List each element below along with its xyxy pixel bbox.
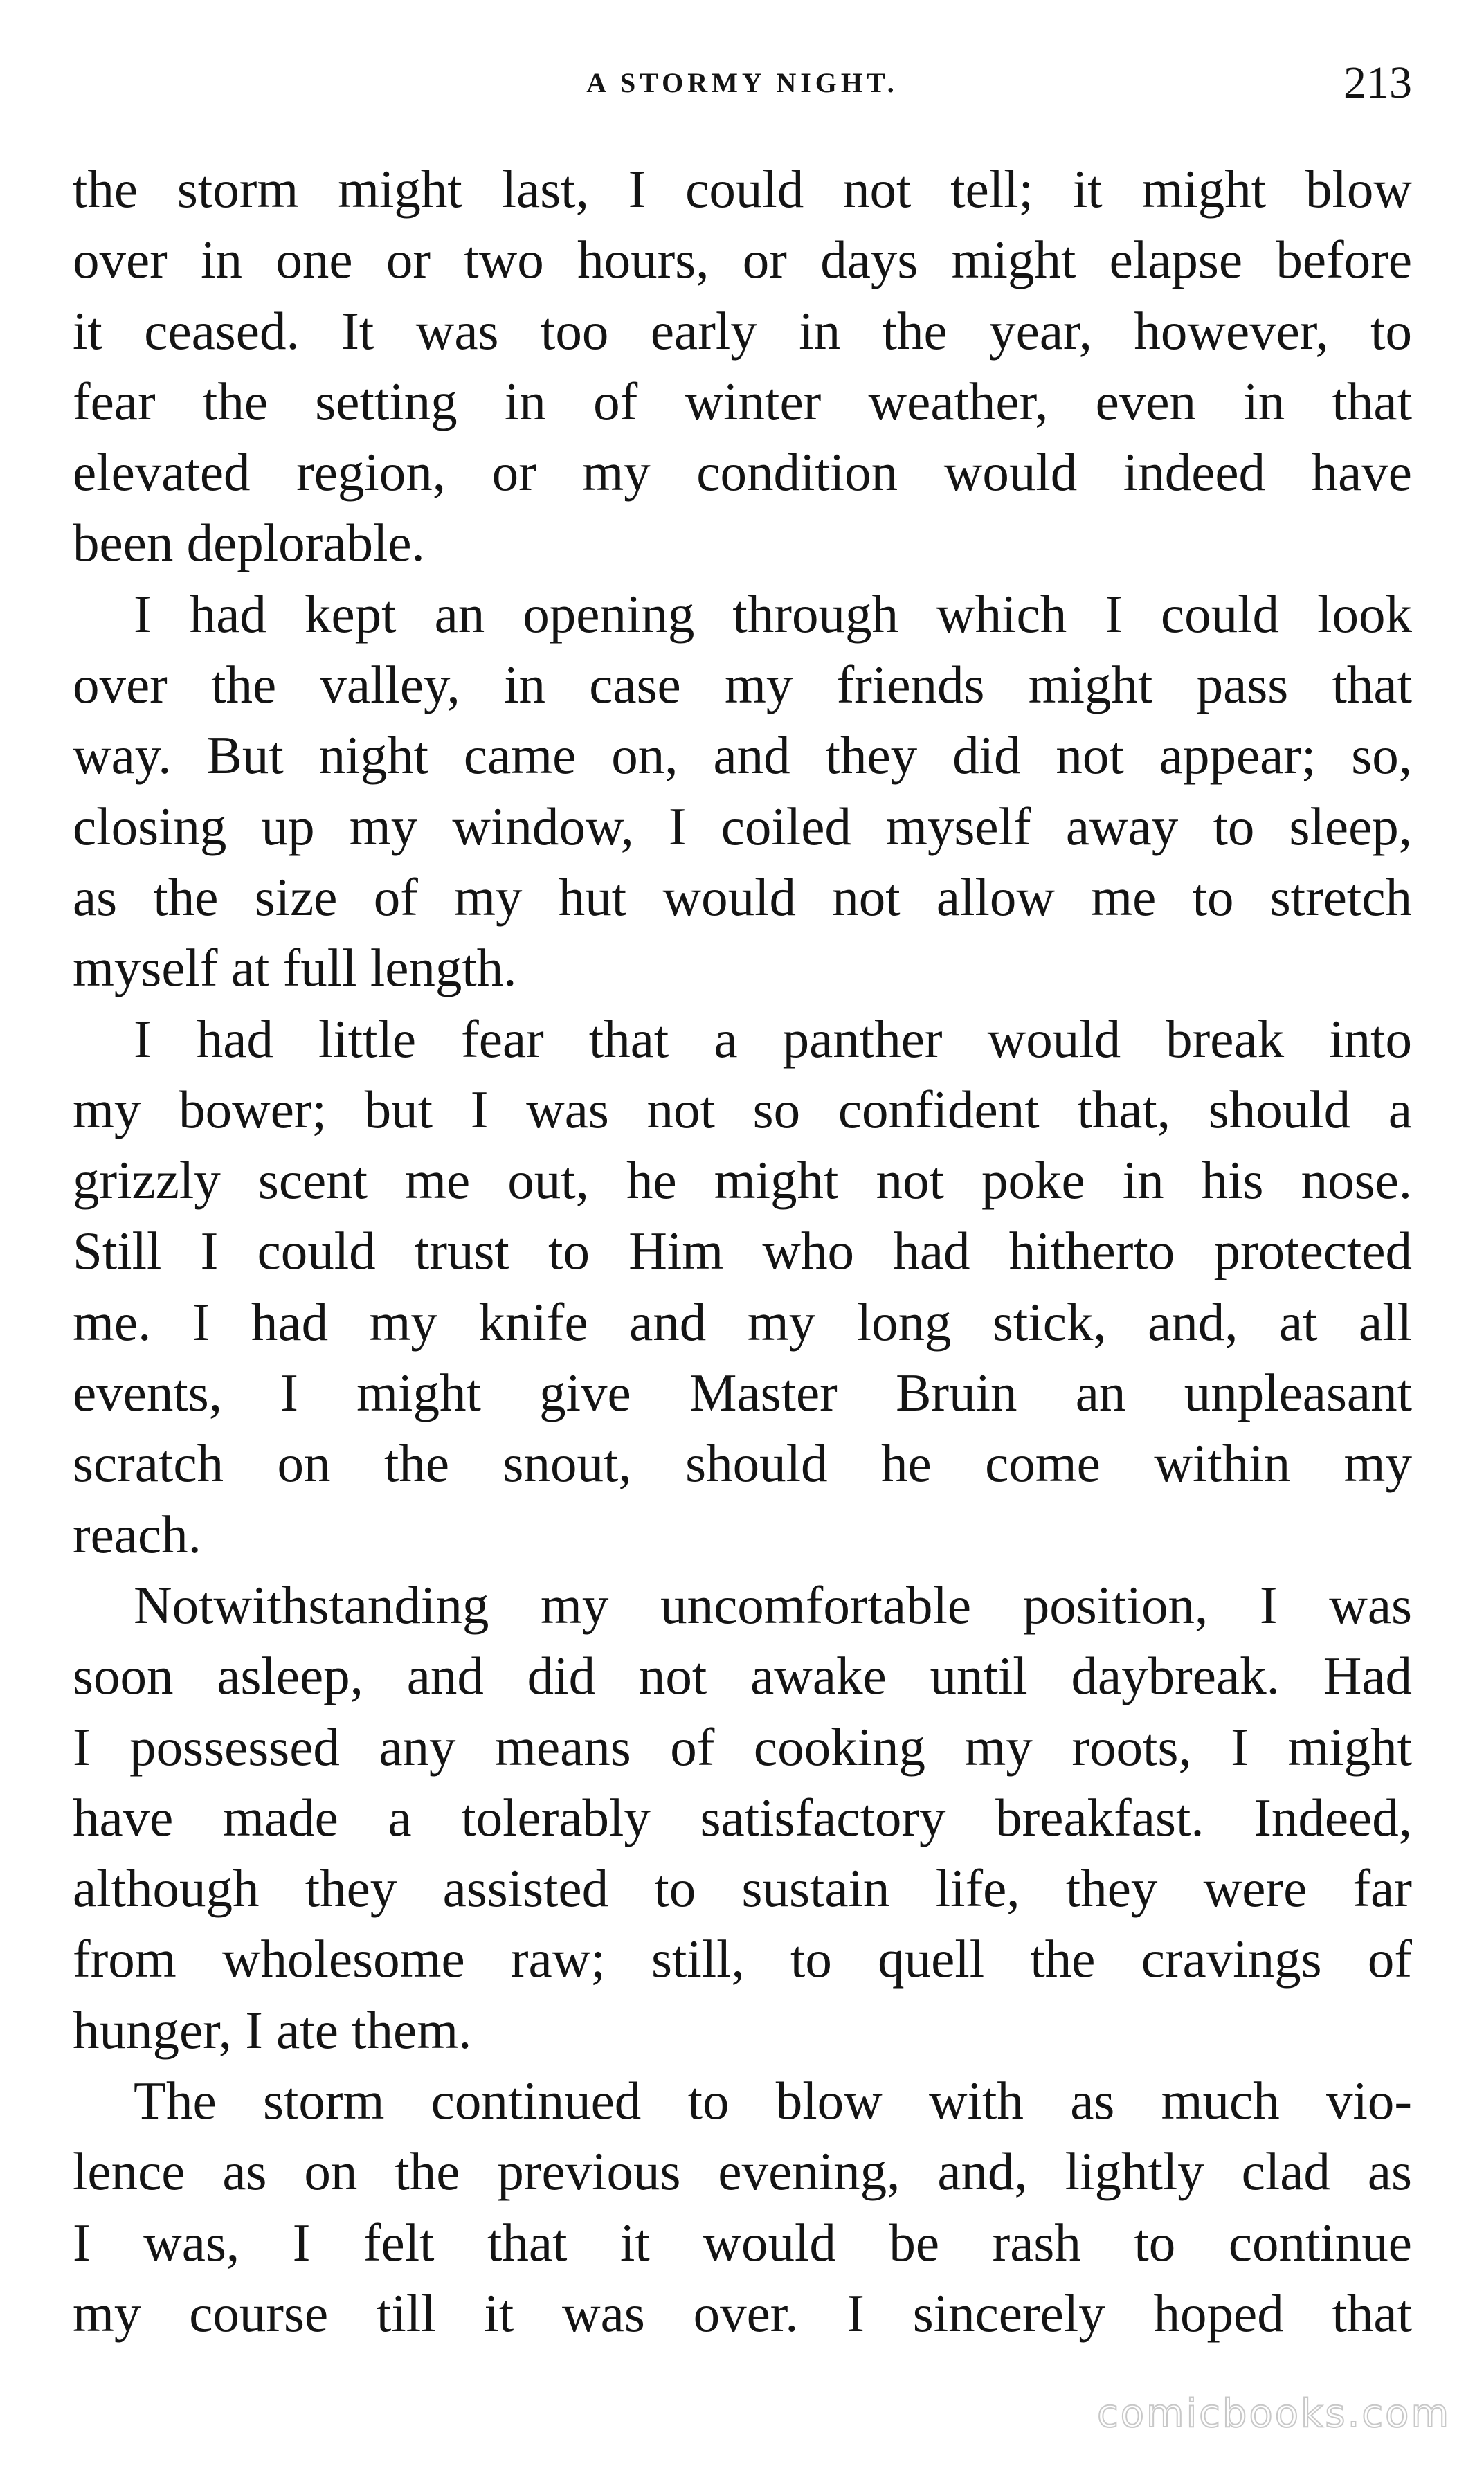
text-line: have made a tolerably satisfactory breakfast. Indeed, <box>73 1787 1412 1847</box>
text-line: Notwithstanding my uncomfortable position, I was <box>134 1575 1412 1635</box>
text-line: from wholesome raw; still, to quell the cravings of <box>73 1929 1412 1989</box>
text-line: it ceased. It was too early in the year, however, to <box>73 300 1412 361</box>
text-line: elevated region, or my condition would indeed have <box>73 442 1412 502</box>
page-number: 213 <box>1343 57 1412 108</box>
text-line: been deplorable. <box>73 513 425 573</box>
text-line: I had kept an opening through which I could look <box>134 583 1412 644</box>
text-line: scratch on the snout, should he come within my <box>73 1433 1412 1494</box>
text-line: although they assisted to sustain life, they were far <box>73 1858 1412 1919</box>
text-line: myself at full length. <box>73 938 517 998</box>
text-line: I had little fear that a panther would break into <box>134 1008 1412 1069</box>
text-line: my course till it was over. I sincerely hoped that <box>73 2283 1412 2343</box>
text-line: The storm continued to blow with as much vio- <box>134 2071 1412 2131</box>
text-line: soon asleep, and did not awake until daybreak. Had <box>73 1646 1412 1706</box>
watermark: comicbooks.com <box>1096 2391 1451 2436</box>
running-title: A STORMY NIGHT. <box>586 67 898 98</box>
running-head <box>73 57 1412 119</box>
text-line: over in one or two hours, or days might elapse before <box>73 230 1412 290</box>
text-line: events, I might give Master Bruin an unpleasant <box>73 1363 1412 1423</box>
text-line: the storm might last, I could not tell; it might blow <box>73 159 1412 219</box>
text-line: Still I could trust to Him who had hitherto protected <box>73 1221 1412 1281</box>
text-line: reach. <box>73 1504 201 1564</box>
text-line: over the valley, in case my friends might pass that <box>73 655 1412 715</box>
body-text <box>73 154 1412 2348</box>
text-line: closing up my window, I coiled myself away to sleep, <box>73 796 1412 856</box>
text-line: my bower; but I was not so confident that, should a <box>73 1079 1412 1139</box>
text-line: I was, I felt that it would be rash to continue <box>73 2212 1412 2272</box>
text-line: I possessed any means of cooking my roots, I might <box>73 1716 1412 1777</box>
text-line: hunger, I ate them. <box>73 2000 472 2060</box>
text-line: me. I had my knife and my long stick, and, at all <box>73 1292 1412 1352</box>
text-line: as the size of my hut would not allow me to stretch <box>73 867 1412 927</box>
text-line: way. But night came on, and they did not appear; so, <box>73 725 1412 786</box>
text-line: fear the setting in of winter weather, even in that <box>73 371 1412 431</box>
text-line: grizzly scent me out, he might not poke in his nose. <box>73 1150 1412 1211</box>
text-line: lence as on the previous evening, and, lightly clad as <box>73 2141 1412 2202</box>
